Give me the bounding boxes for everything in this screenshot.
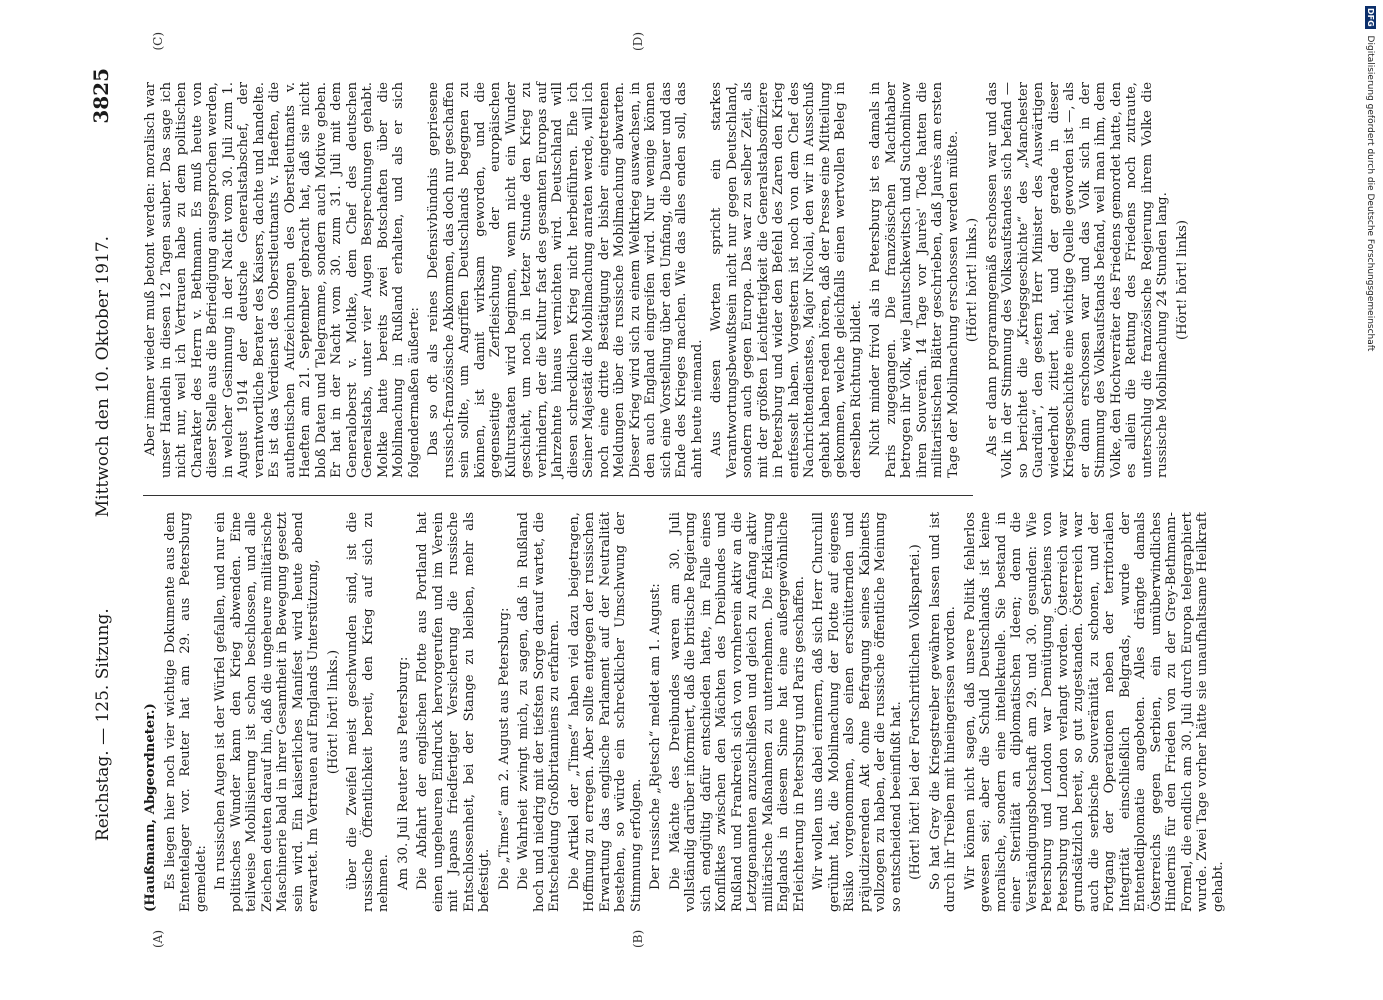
dfg-logo: DFG [1366, 8, 1375, 27]
speaker-label: (Haußmann, Abgeordneter.) [143, 703, 158, 912]
page-header [89, 68, 133, 932]
paragraph: über die Zweifel meist geschwunden sind, ist die russische Öffentlichkeit bereit, den Krieg auf sich zu nehmen. [345, 512, 391, 912]
paragraph: Die Mächte des Dreibundes waren am 30. Juli vollständig darüber informiert, daß die britische Regierung sich endgültig dafür entschieden hatte, im Falle eines Konfliktes zwischen den Mächten des Dreibundes und Rußland und Frankreich sich von vornherein aktiv an die Letztgenannten anzuschließen und gleich zu Anfang aktiv militärische Maßnahmen zu unternehmen. Die Erklärung Englands in diesem Sinne hat eine außergewöhnliche Erleichterung in Petersburg und Paris geschaffen. [667, 512, 807, 912]
paragraph: Am 30. Juli Reuter aus Petersburg: [395, 656, 411, 890]
paragraph: Die Artikel der „Times“ haben viel dazu beigetragen, Hoffnung zu erregen. Aber sollte entgegen der russischen Erwartung das englische Parlament auf der Neutralität bestehen, so würde ein schrecklicher Umschwung der Stimmung erfolgen. [566, 512, 644, 912]
margin-mark-a: (A) [151, 929, 165, 948]
digitization-credit [1352, 6, 1376, 996]
right-column [143, 82, 1194, 478]
paragraph: Die Wahrheit zwingt mich, zu sagen, daß in Rußland hoch und niedrig mit der tiefsten Sorge darauf wartet, die Entscheidung Großbritanniens zu erfahren. [516, 512, 562, 912]
interjection: (Hört! hört! links) [1174, 219, 1190, 341]
interjection: (Hört! hört! links.) [965, 217, 980, 343]
paragraph: Aber immer wieder muß betont werden: moralisch war unser Handeln in diesen 12 Tagen sauber. Das sage ich nicht nur, weil ich Vertrauen habe zu dem politischen Charakter des Herrn v. Bethmann. Es muß heute von dieser Stelle aus die Befriedigung ausgesprochen werden, in welcher Gesinnung in der Nacht vom 30. Juli zum 1. August 1914 der deutsche Generalstabschef, der verantwortliche Berater des Kaisers, dachte und handelte. Es ist das Verdienst des Oberstleutnants v. Haeften, die authentischen Aufzeichnungen des Oberstleutnants v. Haeften am 21. September gebracht hat, daß sie nicht bloß Daten und Telegramme, sondern auch Motive geben. Er hat in der Nacht vom 30. zum 31. Juli mit dem Generaloberst v. Moltke, dem Chef des deutschen Generalstabs, unter vier Augen Besprechungen gehabt. Moltke hatte bereits zwei Botschaften über die Mobilmachung in Rußland erhalten, und als er sich folgendermaßen äußerte: [143, 82, 422, 478]
paragraph: Der russische „Rjetsch“ meldet am 1. August: [648, 583, 663, 890]
paragraph: Wir können nicht sagen, daß unsere Politik fehlerlos gewesen sei; aber die Schuld Deutschlands ist keine moralische, sondern eine intellektuelle. Sie bestand in einer Sterilität an diplomatischen Ideen; denn die Verständigungsbotschaft am 29. und 30. gesunden: Wie Petersburg und London war Demütigung Serbiens von Petersburg und London verlangt worden. Österreich war grundsätzlich bereit, so gut zugestanden. Österreich war auch die serbische Souveränität zu schonen, und der Fortgang der Operationen neben der territorialen Integrität einschließlich Belgrads, wurde der Ententediplomatie angeboten. Alles drängte damals Österreichs gegen Serbien, ein umüberwindliches Hindernis für den Frieden von zu der Grey-Bethmann-Formel, die endlich am 30. Juli durch Europa telegraphiert wurde. Zwei Tage vorher hätte sie unaufhaltsame Heilkraft gehabt. [962, 512, 1226, 912]
margin-mark-d: (D) [631, 32, 645, 51]
column-divider [143, 495, 973, 496]
credit-text: Digitalisierung gefördert durch die Deutsche Forschungsgemeinschaft [1365, 35, 1375, 352]
paragraph: Die „Times“ am 2. August aus Petersburg: [496, 607, 512, 890]
margin-mark-c: (C) [151, 32, 165, 51]
interjection: (Hört! hört! bei der Fortschrittlichen Volkspartei.) [908, 544, 923, 880]
paragraph: Wir wollen uns dabei erinnern, daß sich Herr Churchill gerühmt hat, die Mobilmachung der Flotte auf eigenes Risiko vorgenommen, also einen erschütternden und präjudizierenden Akt ohne Befragung seines Kabinetts vollzogen zu haben, der die russische öffentliche Meinung so entscheidend beeinflußt hat. [811, 512, 904, 912]
paragraph: Das so oft als reines Defensivbündnis gepriesene russisch-französische Abkommen, das doch nur geschaffen sein sollte, um Angriffen Deutschlands begegnen zu können, ist damit wirksam geworden, und die gegenseitige Zerfleischung der europäischen Kulturstaaten wird beginnen, wenn nicht ein Wunder geschieht, um noch in letzter Stunde den Krieg zu verhindern, der die Kultur fast des gesamten Europas auf Jahrzehnte hinaus vernichten wird. Deutschland will diesen schrecklichen Krieg nicht herbeiführen. Ehe ich Seiner Majestät die Mobilmachung anraten werde, will ich noch eine dritte Bestätigung der bisher eingetretenen Meldungen über die russische Mobilmachung abwarten. Dieser Krieg wird sich zu einem Weltkrieg auswachsen, in den auch England eingreifen wird. Nur wenige können sich eine Vorstellung über den Umfang, die Dauer und das Ende des Krieges machen. Wie das alles enden soll, das ahnt heute niemand. [426, 82, 705, 478]
header-session: Reichstag. — 125. Sitzung. [93, 608, 113, 842]
paragraph: Nicht minder frivol als in Petersburg ist es damals in Paris zugegangen. Die französischen Machthaber betrogen ihr Volk, wie Janutschkewitsch und Suchomlinow ihren Souverän. 14 Tage vor Jaurès' Tode hatten die militaristischen Blätter geschrieben, daß Jaurès am ersten Tage der Mobilmachung erschossen werden müßte. [868, 82, 961, 478]
paragraph: In russischen Augen ist der Würfel gefallen, und nur ein politisches Wunder kann den Krieg abwenden. Eine teilweise Mobilisierung ist schon beschlossen, und alle Zeichen deuten darauf hin, daß die ungeheure militärische Maschinerie bald in ihrer Gesamtheit in Bewegung gesetzt sein wird. Ein kaiserliches Manifest wird heute abend erwartet. Im Vertrauen auf Englands Unterstützung, [213, 512, 321, 912]
paragraph: Die Abfahrt der englischen Flotte aus Portland hat einen ungeheuren Eindruck hervorgerufen und im Verein mit Japans friedfertiger Versicherung die russische Entschlossenheit, bei der Stange zu bleiben, mehr als befestigt. [415, 512, 492, 912]
header-date: Mittwoch den 10. Oktober 1917. [93, 235, 113, 518]
paragraph: So hat Grey die Kriegstreiber gewähren lassen und ist durch ihr Treiben mit hineingerissen worden. [927, 512, 958, 912]
page-number: 3825 [89, 68, 113, 124]
left-column [143, 512, 1230, 912]
paragraph: Als er dann programmgemäß erschossen war und das Volk in der Stimmung des Volksaufstandes sich befand — so berichtet die „Kriegsgeschichte“ des „Manchester Guardian“, den gestern Herr Minister des Auswärtigen wiederholt zitiert hat, und der gerade in dieser Kriegsgeschichte eine wichtige Quelle geworden ist —, als er dann erschossen war und das Volk sich in der Stimmung des Volksaufstands befand, weil man ihm, dem Volke, den Hochverräter des Friedens gemordet hatte, den es allein die Rettung des Friedens noch zutraute, unterschlug die französische Regierung ihrem Volke die russische Mobilmachung 24 Stunden lang. [984, 82, 1170, 478]
newspaper-page [71, 32, 1311, 960]
paragraph: Aus diesen Worten spricht ein starkes Verantwortungsbewußtsein nicht nur gegen Deutschland, sondern auch gegen Europa. Das war zu selber Zeit, als mit der größten Leichtfertigkeit die Generalstabsoffiziere in Petersburg und wider den Befehl des Zaren den Krieg entfesselt haben. Vorgestern ist noch von dem Chef des Nachrichtendienstes, Major Nicolai, den wir in Ausschuß gehabt haben reden hören, daß der Presse eine Mitteilung gekommen, welche gleichfalls einen wertvollen Beleg in derselben Richtung bildet. [709, 82, 864, 478]
margin-mark-b: (B) [631, 929, 645, 948]
interjection: (Hört! hört! links.) [325, 649, 341, 775]
paragraph: Es liegen hier noch vier wichtige Dokumente aus dem Ententelager vor. Reuter hat am 29. aus Petersburg gemeldet: [162, 512, 209, 912]
